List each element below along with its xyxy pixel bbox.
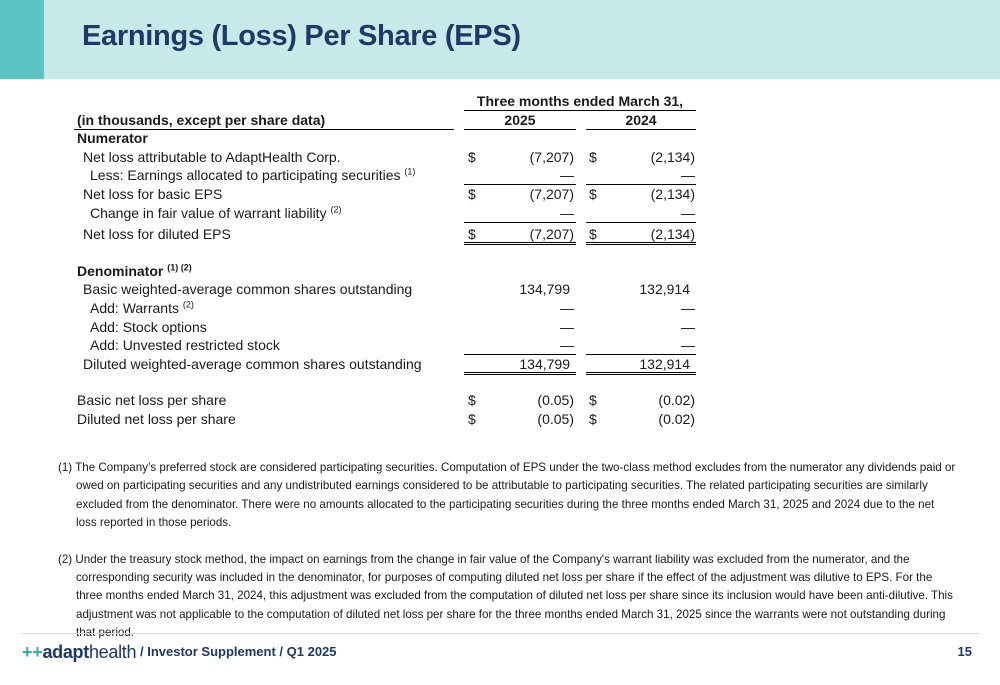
- table-row: [74, 391, 704, 410]
- subtotal-rule: [464, 222, 576, 223]
- column-header-2025: 2025: [504, 111, 536, 128]
- table-row: [74, 262, 704, 281]
- table-row: [74, 148, 704, 167]
- subtotal-rule: [586, 222, 696, 223]
- value-2025: —: [560, 167, 574, 184]
- row-label: Basic net loss per share: [77, 392, 227, 409]
- page-title: Earnings (Loss) Per Share (EPS): [82, 20, 521, 52]
- currency-symbol: $: [468, 148, 476, 165]
- footnote-ref: (1): [404, 166, 416, 177]
- value-2024: —: [681, 299, 695, 316]
- row-label: Add: Warrants: [90, 299, 179, 316]
- currency-symbol: $: [468, 185, 476, 202]
- row-label: Diluted weighted-average common shares outstanding: [83, 355, 422, 372]
- table-row: [74, 225, 704, 244]
- currency-symbol: $: [589, 148, 597, 165]
- value-2025: —: [560, 337, 574, 354]
- currency-symbol: $: [589, 226, 597, 243]
- footnote-ref: (1) (2): [167, 262, 192, 273]
- row-label: Basic weighted-average common shares outstanding: [83, 281, 413, 298]
- value-2024: —: [681, 318, 695, 335]
- value-2025: —: [560, 299, 574, 316]
- header-accent-bar: [0, 0, 44, 79]
- page-number: 15: [957, 644, 972, 659]
- eps-table: [74, 92, 704, 429]
- row-label: Add: Stock options: [90, 318, 207, 335]
- footnotes: [58, 459, 958, 643]
- value-2025: 134,799: [519, 281, 570, 298]
- value-2024: (2,134): [650, 185, 695, 202]
- row-label: Less: Earnings allocated to participating securities: [90, 167, 401, 184]
- total-double-rule: [464, 372, 576, 375]
- value-2024: (2,134): [650, 148, 695, 165]
- currency-symbol: $: [589, 410, 597, 427]
- table-spacer: [74, 244, 704, 262]
- numerator-label: Numerator: [77, 130, 148, 147]
- currency-symbol: $: [468, 226, 476, 243]
- table-row: [74, 166, 704, 185]
- value-2024: (0.02): [658, 392, 695, 409]
- value-2025: (0.05): [537, 410, 574, 427]
- row-label: Net loss attributable to AdaptHealth Corp.: [83, 148, 341, 165]
- footer: [22, 642, 980, 666]
- value-2025: (7,207): [529, 185, 574, 202]
- table-row: [74, 185, 704, 204]
- table-row: [74, 318, 704, 337]
- total-double-rule: [586, 372, 696, 375]
- footnote-ref: (2): [182, 299, 194, 310]
- currency-symbol: $: [468, 392, 476, 409]
- logo-adapt: adapt: [42, 642, 89, 662]
- units-label: (in thousands, except per share data): [77, 111, 326, 128]
- logo-plus-mark: ++: [22, 642, 43, 662]
- column-header-2024: 2024: [625, 111, 657, 128]
- value-2025: (0.05): [537, 392, 574, 409]
- value-2025: —: [560, 204, 574, 221]
- footnote-1: (1) The Company’s preferred stock are considered participating securities. Computation of EPS under the two-class method excludes from the numerator any dividends paid or owed on participating securities and any undistributed earnings considered to be attributable to participating securities. The related participating securities are similarly excluded from the denominator. There were no amounts allocated to the participating securities during the three months ended March 31, 2025 and 2024 due to the net loss reported in those periods.: [58, 461, 956, 530]
- breadcrumb: / Investor Supplement / Q1 2025: [140, 644, 337, 659]
- row-label: Diluted net loss per share: [77, 410, 236, 427]
- value-2025: 134,799: [519, 355, 570, 372]
- value-2025: —: [560, 318, 574, 335]
- period-header: Three months ended March 31,: [476, 93, 684, 109]
- value-2025: (7,207): [529, 148, 574, 165]
- value-2024: —: [681, 204, 695, 221]
- table-period-header-row: [74, 92, 704, 111]
- table-row: [74, 410, 704, 429]
- table-spacer: [74, 373, 704, 391]
- logo-health: health: [88, 642, 137, 662]
- value-2024: —: [681, 337, 695, 354]
- value-2024: —: [681, 167, 695, 184]
- row-label: Add: Unvested restricted stock: [90, 337, 280, 354]
- value-2025: (7,207): [529, 226, 574, 243]
- adapthealth-logo: [22, 642, 136, 663]
- value-2024: 132,914: [639, 281, 690, 298]
- table-column-header-row: [74, 111, 704, 130]
- table-row: [74, 336, 704, 355]
- denominator-label: Denominator: [77, 262, 164, 279]
- currency-symbol: $: [468, 410, 476, 427]
- value-2024: (2,134): [650, 226, 695, 243]
- table-row: [74, 355, 704, 374]
- value-2024: (0.02): [658, 410, 695, 427]
- table-row: [74, 280, 704, 299]
- footer-divider: [22, 633, 980, 634]
- row-label: Net loss for diluted EPS: [83, 226, 231, 243]
- total-double-rule: [586, 242, 696, 245]
- footnote-2: (2) Under the treasury stock method, the impact on earnings from the change in fair value of the Company's warrant liability was excluded from the numerator, and the corresponding security was included in the denominator, for purposes of computing diluted net loss per share if the effect of the adjustment was dilutive to EPS. For the three months ended March 31, 2024, this adjustment was excluded from the computation of diluted net loss per share since its inclusion would have been anti-dilutive. This adjustment was not applicable to the computation of diluted net loss per share for the three months ended March 31, 2025 since the warrants were not outstanding during that period.: [58, 552, 953, 640]
- table-row: [74, 129, 704, 148]
- row-label: Change in fair value of warrant liability: [90, 204, 327, 221]
- table-row: [74, 299, 704, 318]
- table-row: [74, 204, 704, 223]
- total-double-rule: [464, 242, 576, 245]
- row-label: Net loss for basic EPS: [83, 185, 223, 202]
- footnote-ref: (2): [330, 203, 342, 214]
- currency-symbol: $: [589, 185, 597, 202]
- value-2024: 132,914: [639, 355, 690, 372]
- currency-symbol: $: [589, 392, 597, 409]
